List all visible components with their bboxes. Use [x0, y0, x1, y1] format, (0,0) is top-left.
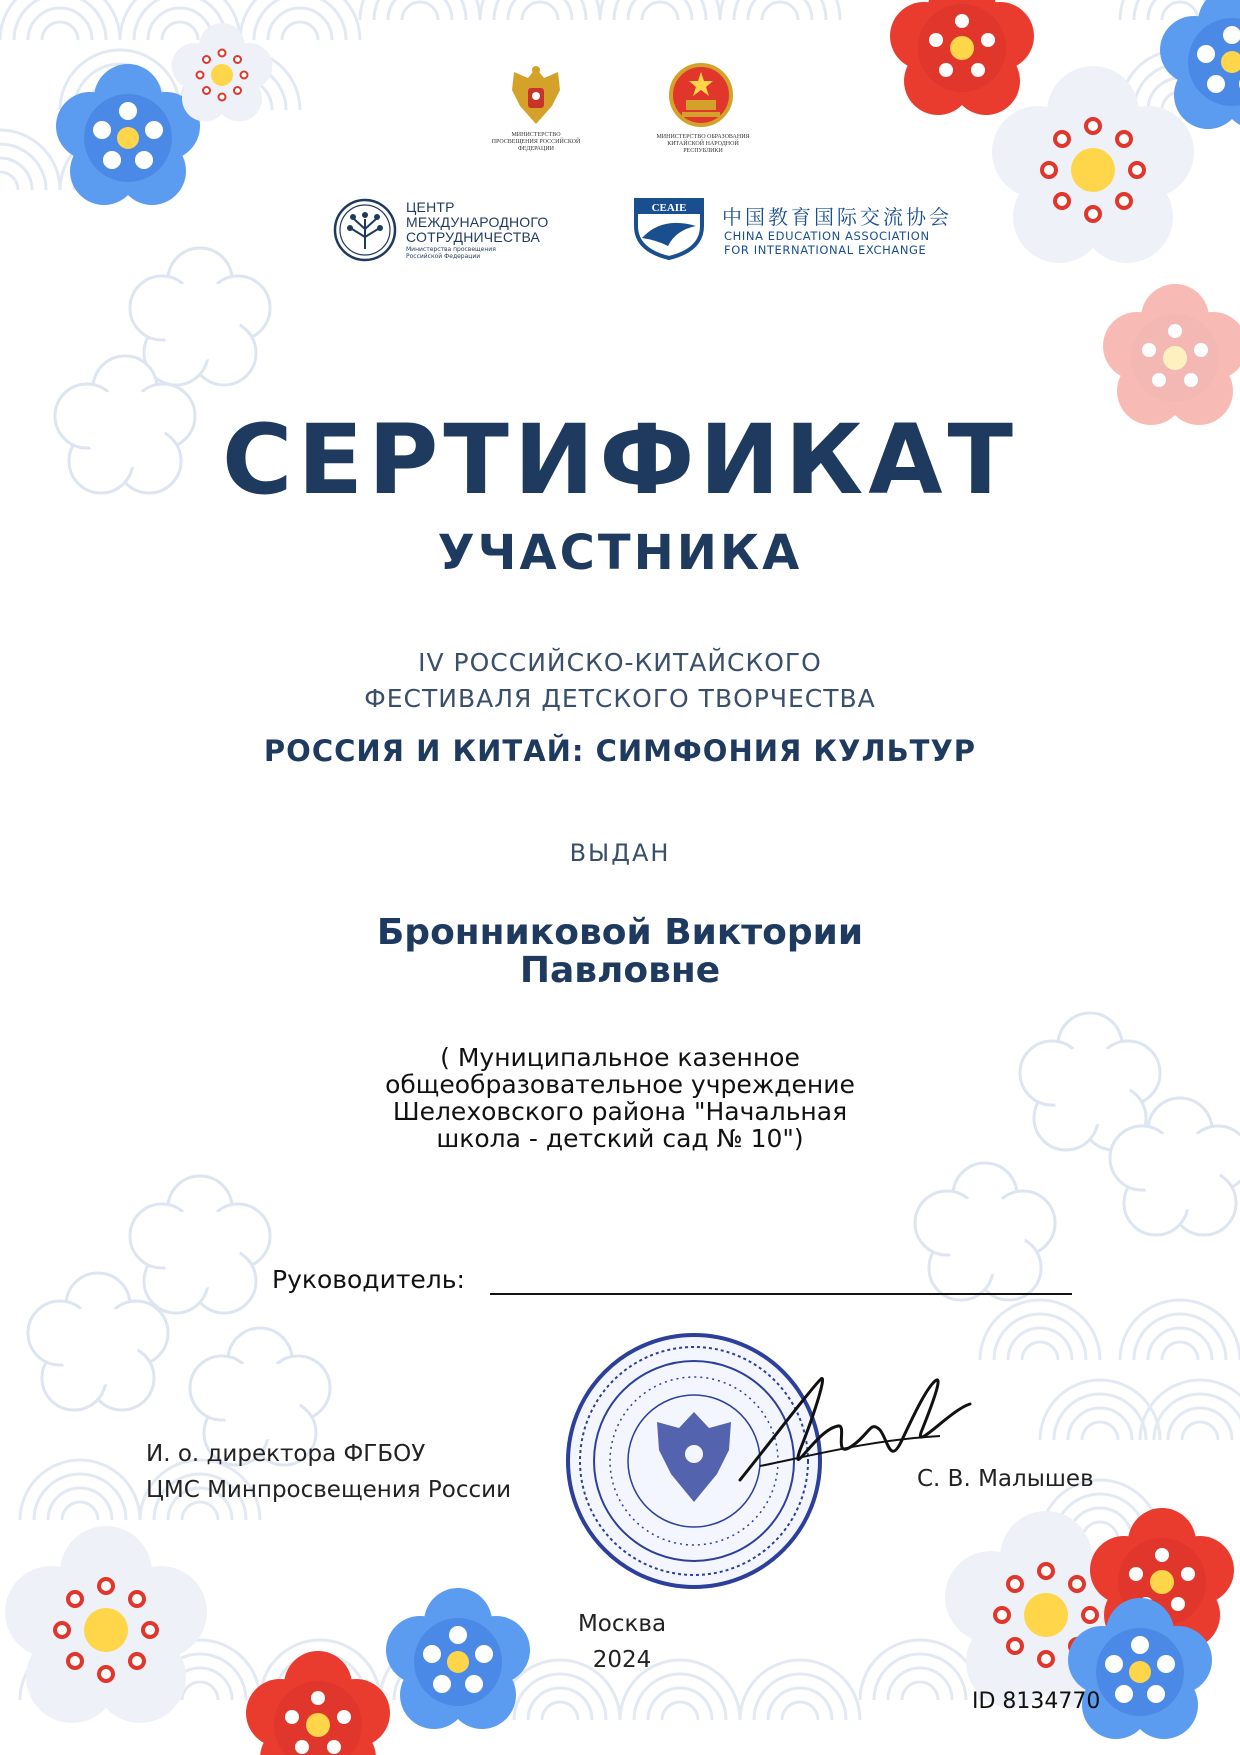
issue-year: 2024	[592, 1647, 652, 1673]
china-national-emblem-icon	[668, 62, 734, 128]
organization-line-3: Шелеховского района "Начальная	[392, 1097, 848, 1126]
festival-description	[0, 645, 1240, 717]
organization-line-1: ( Муниципальное казенное	[440, 1043, 800, 1072]
organization-line-2: общеобразовательное учреждение	[385, 1070, 855, 1099]
ceaie-badge-text: CEAIE	[651, 202, 687, 214]
leader-signature-line	[490, 1293, 1072, 1295]
certificate-id: ID 8134770	[972, 1689, 1101, 1714]
ministry-ru-caption: МИНИСТЕРСТВО ПРОСВЕЩЕНИЯ РОССИЙСКОЙ ФЕДЕРАЦИИ	[491, 132, 581, 152]
signer-name: С. В. Малышев	[917, 1466, 1094, 1492]
issued-label: ВЫДАН	[569, 839, 671, 867]
certificate-subtitle: УЧАСТНИКА	[437, 525, 803, 581]
cms-line-2: МЕЖДУНАРОДНОГО	[406, 214, 549, 230]
issue-city: Москва	[577, 1611, 667, 1637]
cms-logo-text	[406, 200, 549, 245]
russia-coat-of-arms-icon	[500, 62, 572, 130]
ceaie-shield-icon	[632, 196, 706, 260]
issue-place-and-year	[560, 1606, 684, 1678]
cms-line-3: СОТРУДНИЧЕСТВА	[406, 229, 541, 245]
organization-name	[0, 1044, 1240, 1152]
leader-label: Руководитель:	[272, 1265, 465, 1294]
festival-name: РОССИЯ И КИТАЙ: СИМФОНИЯ КУЛЬТУР	[263, 734, 977, 768]
cms-logo-tree-icon	[332, 197, 398, 263]
recipient-line-1: Бронниковой Виктории	[376, 912, 864, 953]
recipient-line-2: Павловне	[519, 950, 721, 991]
certificate-title: СЕРТИФИКАТ	[221, 404, 1018, 516]
ceaie-english-name	[724, 229, 930, 257]
director-line-2: ЦМС Минпросвещения России	[146, 1477, 512, 1503]
cms-line-1: ЦЕНТР	[406, 199, 455, 215]
organization-line-4: школа - детский сад № 10")	[436, 1124, 804, 1153]
ceaie-chinese-name: 中国教育国际交流协会	[722, 205, 952, 229]
ceaie-english-line-2: FOR INTERNATIONAL EXCHANGE	[724, 243, 927, 257]
festival-line-1: IV РОССИЙСКО-КИТАЙСКОГО	[418, 648, 822, 677]
festival-line-2: ФЕСТИВАЛЯ ДЕТСКОГО ТВОРЧЕСТВА	[364, 684, 876, 713]
director-title	[146, 1436, 511, 1508]
recipient-name	[0, 914, 1240, 990]
cms-subcaption: Министерства просвещения Российской Федерации	[406, 246, 496, 260]
ceaie-english-line-1: CHINA EDUCATION ASSOCIATION	[724, 229, 930, 243]
ministry-cn-caption: МИНИСТЕРСТВО ОБРАЗОВАНИЯ КИТАЙСКОЙ НАРОДНОЙ РЕСПУБЛИКИ	[656, 134, 750, 154]
director-line-1: И. о. директора ФГБОУ	[146, 1441, 426, 1467]
